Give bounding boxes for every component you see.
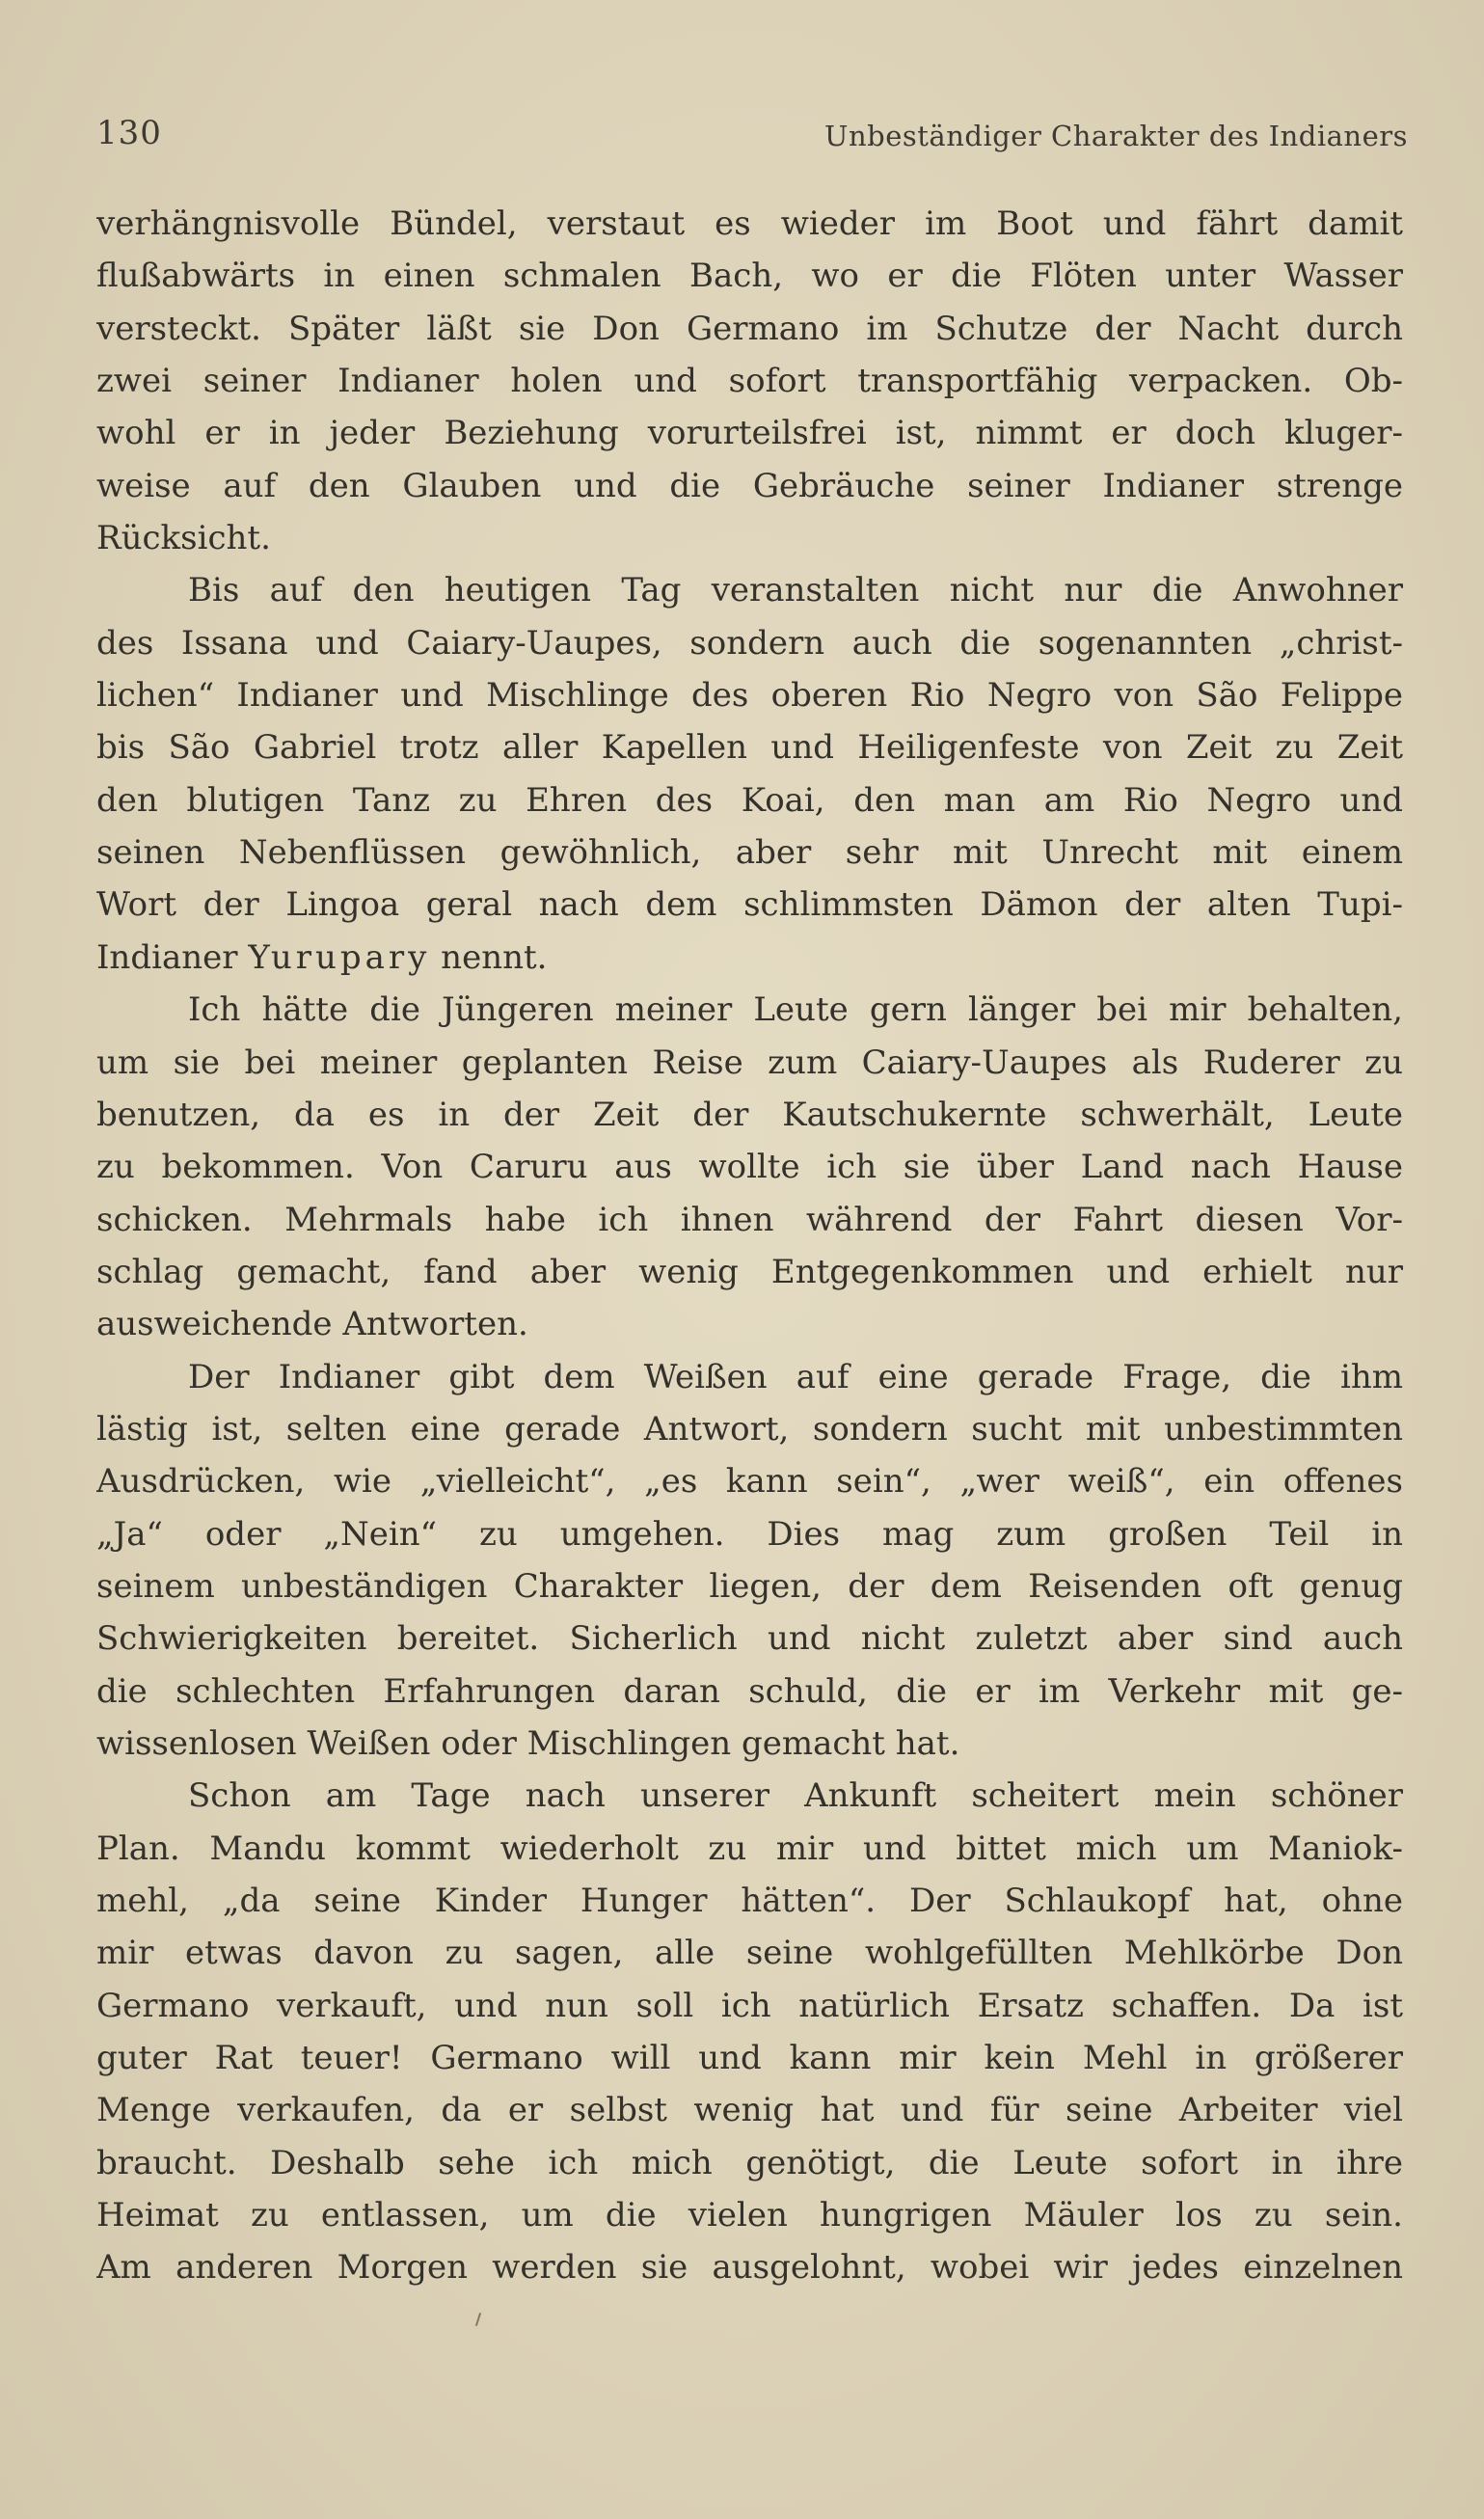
text-line: versteckt. Später läßt sie Don Germano im Schutze der Nacht durch [96, 309, 1403, 348]
text-line: guter Rat teuer! Germano will und kann mir kein Mehl in größerer [96, 2039, 1403, 2078]
text-line: um sie bei meiner geplanten Reise zum Caiary-Uaupes als Ruderer zu [96, 1043, 1403, 1082]
text-line: „Ja“ oder „Nein“ zu umgehen. Dies mag zum großen Teil in [96, 1514, 1403, 1554]
text-line: Heimat zu entlassen, um die vielen hungrigen Mäuler los zu sein. [96, 2196, 1403, 2235]
text-line: seinem unbeständigen Charakter liegen, der dem Reisenden oft genug [96, 1566, 1403, 1606]
text-line: seinen Nebenflüssen gewöhnlich, aber sehr mit Unrecht mit einem [96, 833, 1403, 873]
text-segment: Indianer [96, 937, 249, 977]
body-text [96, 198, 1403, 2294]
text-line: Der Indianer gibt dem Weißen auf eine gerade Frage, die ihm [188, 1357, 1403, 1396]
text-line: flußabwärts in einen schmalen Bach, wo er die Flöten unter Wasser [96, 257, 1403, 296]
text-line: zwei seiner Indianer holen und sofort transportfähig verpacken. Ob- [96, 362, 1403, 401]
spaced-name: Yurupary [248, 937, 431, 977]
text-line: wohl er in jeder Beziehung vorurteilsfrei ist, nimmt er doch kluger- [96, 414, 1403, 453]
page-number: 130 [96, 114, 162, 152]
text-line: verhängnisvolle Bündel, verstaut es wieder im Boot und fährt damit [96, 204, 1403, 243]
ink-speck [475, 2313, 481, 2326]
page-header [96, 114, 1408, 172]
text-line: benutzen, da es in der Zeit der Kautschukernte schwerhält, Leute [96, 1095, 1403, 1134]
text-line: Schwierigkeiten bereitet. Sicherlich und nicht zuletzt aber sind auch [96, 1619, 1403, 1659]
text-line: zu bekommen. Von Caruru aus wollte ich sie über Land nach Hause [96, 1148, 1403, 1187]
text-line: den blutigen Tanz zu Ehren des Koai, den man am Rio Negro und [96, 780, 1403, 820]
text-line: des Issana und Caiary-Uaupes, sondern auch die sogenannten „christ- [96, 623, 1403, 663]
text-line: braucht. Deshalb sehe ich mich genötigt, die Leute sofort in ihre [96, 2143, 1403, 2182]
text-line [96, 932, 1403, 984]
text-line: lichen“ Indianer und Mischlinge des oberen Rio Negro von São Felippe [96, 676, 1403, 716]
text-line: Ich hätte die Jüngeren meiner Leute gern länger bei mir behalten, [188, 990, 1403, 1030]
text-line: Am anderen Morgen werden sie ausgelohnt, wobei wir jedes einzelnen [96, 2248, 1403, 2288]
text-line: bis São Gabriel trotz aller Kapellen und Heiligenfeste von Zeit zu Zeit [96, 728, 1403, 768]
text-line: Germano verkauft, und nun soll ich natürlich Ersatz schaffen. Da ist [96, 1986, 1403, 2025]
text-line: ausweichende Antworten. [96, 1305, 528, 1344]
text-line: weise auf den Glauben und die Gebräuche seiner Indianer strenge [96, 466, 1403, 505]
text-line: Menge verkaufen, da er selbst wenig hat und für seine Arbeiter viel [96, 2091, 1403, 2130]
text-line: Rücksicht. [96, 519, 271, 558]
text-line: Wort der Lingoa geral nach dem schlimmsten Dämon der alten Tupi- [96, 885, 1403, 925]
text-line: Ausdrücken, wie „vielleicht“, „es kann sein“, „wer weiß“, ein offenes [96, 1462, 1403, 1502]
text-line: wissenlosen Weißen oder Mischlingen gemacht hat. [96, 1723, 960, 1763]
text-segment: nennt. [430, 937, 548, 977]
text-line: lästig ist, selten eine gerade Antwort, sondern sucht mit unbestimmten [96, 1409, 1403, 1449]
text-line: mir etwas davon zu sagen, alle seine wohlgefüllten Mehlkörbe Don [96, 1934, 1403, 1973]
text-line: schicken. Mehrmals habe ich ihnen während der Fahrt diesen Vor- [96, 1200, 1403, 1239]
text-line: schlag gemacht, fand aber wenig Entgegenkommen und erhielt nur [96, 1252, 1403, 1291]
text-line: die schlechten Erfahrungen daran schuld, die er im Verkehr mit ge- [96, 1671, 1403, 1711]
text-line: Schon am Tage nach unserer Ankunft scheitert mein schöner [188, 1776, 1403, 1816]
text-line: mehl, „da seine Kinder Hunger hätten“. Der Schlaukopf hat, ohne [96, 1882, 1403, 1920]
text-line: Bis auf den heutigen Tag veranstalten nicht nur die Anwohner [188, 571, 1403, 610]
text-line: Plan. Mandu kommt wiederholt zu mir und bittet mich um Maniok- [96, 1828, 1403, 1868]
running-head: Unbeständiger Charakter des Indianers [824, 120, 1408, 152]
